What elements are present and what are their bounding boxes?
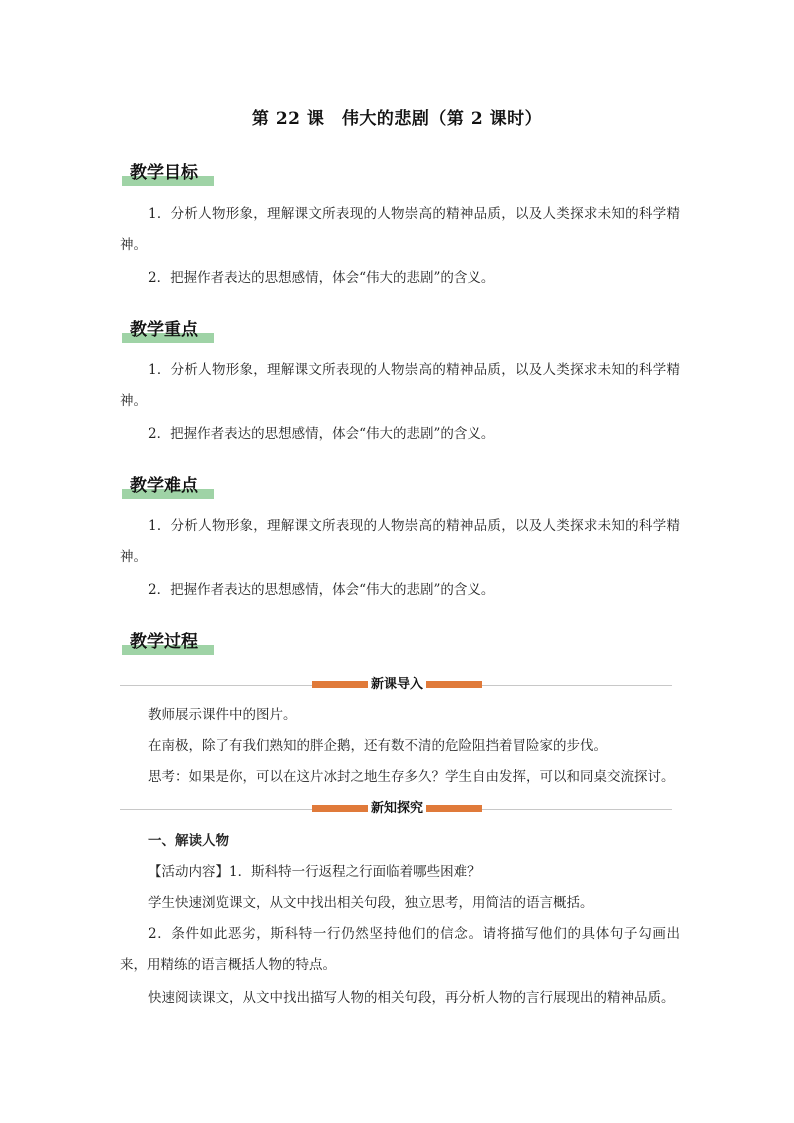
banner-bar-right (426, 805, 482, 812)
section-heading-text: 教学难点 (130, 476, 198, 496)
intro-paragraph-2: 在南极，除了有我们熟知的胖企鹅，还有数不清的危险阻挡着冒险家的步伐。 (148, 738, 607, 754)
section-heading-text: 教学过程 (130, 632, 198, 652)
banner-text: 新知探究 (368, 799, 426, 819)
goals-item-2: 2．把握作者表达的思想感情，体会“伟大的悲剧”的含义。 (148, 270, 495, 286)
lesson-title: 第 22 课 伟大的悲剧（第 2 课时） (251, 109, 543, 129)
explore-subheading: 一、解读人物 (148, 833, 229, 849)
activity-label: 【活动内容】 (148, 864, 229, 880)
difficulties-item-2: 2．把握作者表达的思想感情，体会“伟大的悲剧”的含义。 (148, 582, 495, 598)
banner-intro (120, 675, 672, 695)
banner-bar-left (312, 681, 368, 688)
banner-bar-right (426, 681, 482, 688)
activity-question-1 (120, 857, 680, 888)
section-heading-text: 教学目标 (130, 163, 198, 183)
banner-bar-left (312, 805, 368, 812)
explore-paragraph-1: 学生快速浏览课文，从文中找出相关句段，独立思考，用简洁的语言概括。 (148, 895, 594, 911)
key-points-item-2: 2．把握作者表达的思想感情，体会“伟大的悲剧”的含义。 (148, 426, 495, 442)
section-heading-difficulties (122, 473, 198, 499)
activity-question-text: 1．斯科特一行返程之行面临着哪些困难？ (229, 864, 481, 880)
section-heading-text: 教学重点 (130, 320, 198, 340)
difficulties-item-1: 1．分析人物形象，理解课文所表现的人物崇高的精神品质，以及人类探求未知的科学精神。 (120, 518, 680, 565)
banner-text: 新课导入 (368, 675, 426, 695)
section-heading-goals (122, 160, 198, 186)
intro-paragraph-1: 教师展示课件中的图片。 (148, 707, 297, 723)
section-heading-key-points (122, 317, 198, 343)
intro-paragraph-3: 思考：如果是你，可以在这片冰封之地生存多久？学生自由发挥，可以和同桌交流探讨。 (148, 769, 675, 785)
banner-explore (120, 799, 672, 819)
key-points-item-1: 1．分析人物形象，理解课文所表现的人物崇高的精神品质，以及人类探求未知的科学精神。 (120, 362, 680, 409)
section-heading-process (122, 629, 198, 655)
explore-paragraph-2: 2．条件如此恶劣，斯科特一行仍然坚持他们的信念。请将描写他们的具体句子勾画出来，用精练的语言概括人物的特点。 (120, 926, 680, 973)
explore-paragraph-3: 快速阅读课文，从文中找出描写人物的相关句段，再分析人物的言行展现出的精神品质。 (148, 990, 675, 1006)
goals-item-1: 1．分析人物形象，理解课文所表现的人物崇高的精神品质，以及人类探求未知的科学精神。 (120, 206, 680, 253)
